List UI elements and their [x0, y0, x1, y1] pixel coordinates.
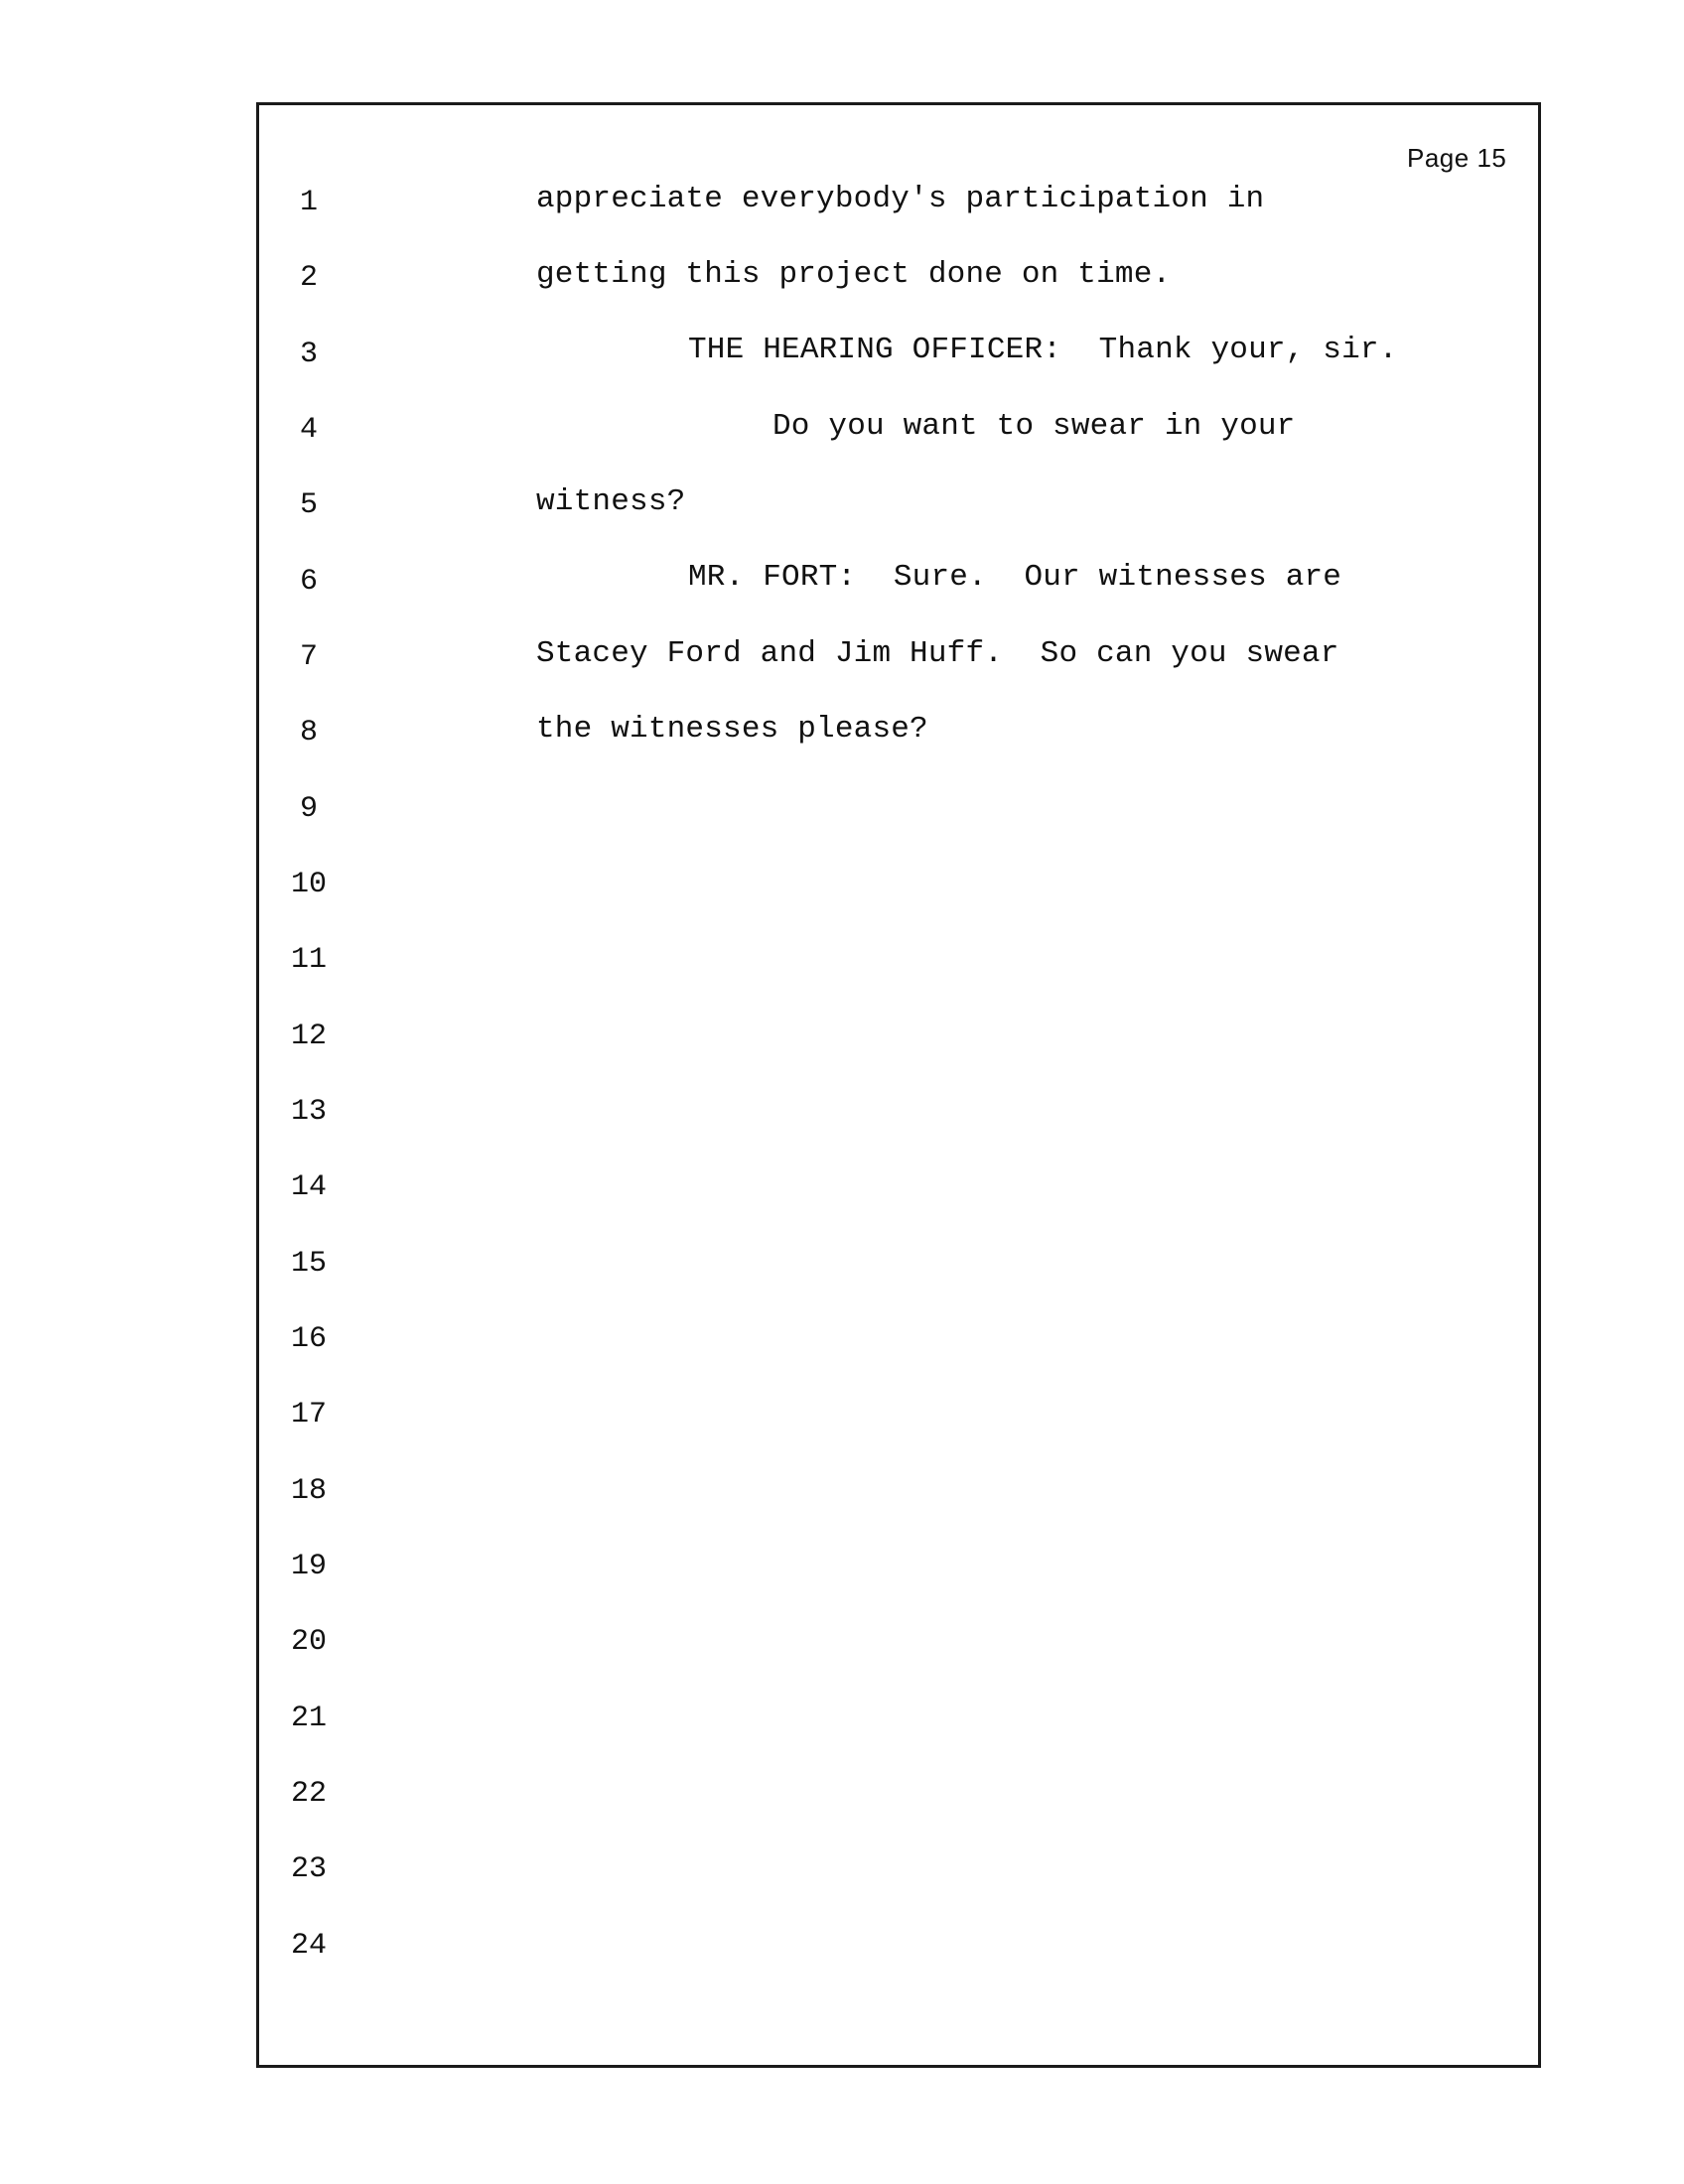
line-number: 14 — [290, 1170, 327, 1204]
line-number: 12 — [290, 1020, 327, 1053]
line-number: 20 — [290, 1625, 327, 1659]
line-number: 21 — [290, 1702, 327, 1735]
line-number: 18 — [290, 1474, 327, 1508]
transcript-line: Stacey Ford and Jim Huff. So can you swear — [536, 636, 1339, 671]
line-number: 13 — [290, 1095, 327, 1129]
transcript-line: THE HEARING OFFICER: Thank your, sir. — [688, 333, 1398, 367]
line-number: 19 — [290, 1550, 327, 1583]
transcript-line: the witnesses please? — [536, 712, 928, 747]
line-number: 11 — [290, 943, 327, 977]
transcript-line: getting this project done on time. — [536, 257, 1172, 292]
line-number: 16 — [290, 1322, 327, 1356]
transcript-line: Do you want to swear in your — [772, 409, 1296, 444]
line-number: 23 — [290, 1852, 327, 1886]
transcript-line: appreciate everybody's participation in — [536, 182, 1265, 216]
transcript-page — [256, 102, 1541, 2068]
transcript-line: witness? — [536, 484, 686, 519]
line-number: 24 — [290, 1929, 327, 1963]
line-number: 7 — [299, 640, 318, 674]
transcript-line: MR. FORT: Sure. Our witnesses are — [688, 560, 1342, 595]
line-number: 3 — [299, 338, 318, 371]
line-number: 9 — [299, 792, 318, 826]
line-number: 5 — [299, 488, 318, 522]
line-number: 22 — [290, 1777, 327, 1811]
page-number: Page 15 — [1407, 143, 1507, 173]
line-number: 1 — [299, 186, 318, 219]
line-number: 10 — [290, 868, 327, 901]
line-number: 2 — [299, 261, 318, 295]
line-number: 8 — [299, 716, 318, 750]
line-number: 15 — [290, 1247, 327, 1281]
line-number: 6 — [299, 565, 318, 599]
line-number: 17 — [290, 1398, 327, 1432]
line-number: 4 — [299, 413, 318, 447]
